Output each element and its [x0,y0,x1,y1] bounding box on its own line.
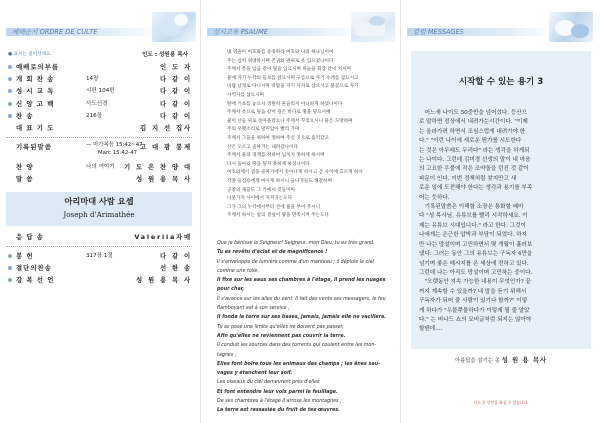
order-leader: 다 같 이 [160,75,192,84]
sermon-line: 어느새 나이도 50중반을 넘어섰다. 등산으 [419,110,528,116]
stand-dot-icon [8,254,12,258]
psalm-line-korean: 공중의 새들도 그 가에서 깃들이며 [227,187,295,193]
psalm-line-korean: 주께서 하시는 일의 결실이 땅을 만족시켜 주는도다 [227,213,329,219]
presider: 인도 : 성원용 목사 [142,52,188,58]
psalm-line-french: flamboyant est à son service ; [217,306,290,312]
psalm-line-french: Tu as posé une limite qu'elles ne doivent pas passer, [217,324,344,330]
order-label: 찬 양 [16,163,34,172]
sermon-line: 다." 는 버나드 쇼의 묘비글처럼 되지는 않아야 [419,316,532,323]
psalm-line-french: Elles font boire tous les animaux des champs ; les ânes sau- [217,361,381,367]
order-detail: 216장 [86,112,103,119]
stand-dot-icon [8,77,12,81]
stand-dot-icon [8,266,12,270]
sermon-line: 구독자가 되어 줄 사람이 있기나 할까?" 이렇 [419,298,528,305]
psalm-line-korean: 물이 산들 위로 솟아올랐으나 주께서 꾸짖으시니 물은 도망하며 [227,118,353,124]
order-leader: 성 원 용 목 사 [136,175,192,184]
order-detail: 사도신경 [86,100,108,107]
order-row [6,142,192,162]
order-row [6,174,192,186]
order-leader: 고 대 광 봉제 [140,143,192,152]
sermon-line: 는 나이다. 그런데 김미경 선생의 말이 내 마음 [419,157,531,164]
psalm-line-french: tagnes ; [217,352,237,358]
order-leader: 다 같 이 [160,87,192,96]
order-label: 개 회 찬 송 [16,75,55,84]
sermon-body [419,109,583,335]
psalm-line-korean: 주께서 옷으로 덮음 같이 깊은 바다로 땅을 덮으시매 [227,110,331,116]
order-row [6,162,192,174]
psalm-line-korean: 산은 오르고 골짜기는 내려갔나이다 [227,144,298,150]
order-row [6,111,192,123]
psalm-line-french: Il conduit les sources dans des torrents qui coulent entre les mon- [217,343,377,349]
sermon-line: 는 올라가려 하면서 조심스럽게 내려가야 한 [419,128,526,135]
order-row [6,251,192,263]
sermon-line: 파문이 인다. 이번 정책처럼 찾지만고 새 [419,175,517,182]
divider [6,137,192,138]
psalm-line-french: De ses chambres à l'étage il arrose les montagnes ; [217,399,342,405]
psalm-header-title: 성시교독 PSAUME [213,28,268,36]
psalm-line-french: Que je bénisse le Seigneur! Seigneur, mon Dieu, tu es très grand, [217,241,375,246]
psalm-line-french: Il s'enveloppe de lumière comme d'un manteau ; il déploie le ciel [217,259,374,265]
psalm-line-french: vages y étanchent leur soif. [217,371,293,377]
order-label: 강 복 선 언 [16,276,55,285]
stand-dot-icon [8,65,12,69]
psalm-line-french: pour char, [217,287,245,293]
sermon-author [411,355,591,369]
psalm-line-korean: 내 영혼아 여호와를 송축하라 여호와 나의 하나님이여 [227,50,334,55]
order-row [6,74,192,86]
order-leader: 다 같 이 [160,251,192,260]
order-row [6,86,192,98]
stand-dot-icon [8,114,12,118]
order-row [6,232,192,244]
psalm-french [217,239,395,416]
psalm-line-french: comme une toile. [217,268,259,274]
order-row [6,62,192,74]
header-photo [351,12,395,42]
sermon-line: 까지 계속할 수 있을까? 내 말을 듣기 위해서 [419,288,527,295]
stand-dot-icon [8,278,12,282]
psalm-line-french: Tu es revêtu d'éclat et de magnificence ! [217,250,328,256]
order-leader: 김 지 선 집사 [140,123,192,132]
sermon-title-box [6,192,192,226]
psalm-line-korean: 주께서 옷을 입음 같이 빛을 입으시며 하늘을 휘장 같이 치시며 [227,67,352,73]
messages-panel [400,0,600,423]
psalm-line-korean: 주께서 그들을 위하여 정하여 주신 곳으로 흘러갔고 [227,135,329,141]
order-label: 예배로의부름 [16,63,60,71]
order-label: 대 표 기 도 [16,123,55,132]
psalm-line-korean: 각종 들짐승에게 마시게 하시니 들나귀들도 해갈하며 [227,178,332,184]
order-label: 기록된말씀 [16,143,52,152]
author-prefix: 아름답을 섬기는 종 [454,358,500,364]
sermon-line: 그런데 나는 아직도 망설이며 고민하는 중이다. [419,269,533,276]
sermon-line: 어는 듯하다. [419,194,450,201]
divider [6,246,192,247]
messages-header-title: 칼럼 MESSAGES [413,28,464,36]
psalm-line-french: Il s'avance sur les ailes du vent. Il fait des vents ses messagers, le feu [217,296,386,302]
order-leader: 다 같 이 [160,111,192,120]
psalm-header [201,12,400,42]
psalm-line-korean: 바람 날개로 다니시며 바람을 자기 사자로 삼으시고 불꽃으로 자기 [227,84,359,90]
stand-up-note: ● 표시는 일어서세요. [8,52,52,57]
order-label: 봉 헌 [16,251,34,260]
order-row [6,263,192,275]
psalm-line-french: Et font entendre leur voix parmi le feuillage. [217,389,338,395]
psalm-line-korean: 주께서 물의 경계를 정하여 넘치지 못하게 하시며 [227,153,325,159]
sermon-line: 만 나는 망설이며 고민하면서 몇 개월이 흘러보 [419,241,533,248]
order-leader: 성 원 용 목 사 [136,276,192,285]
order-row [6,123,192,135]
sermon-line: 로운 일에 도전해야 한다는 생각과 용기를 부족 [419,185,533,192]
psalm-line-korean: 땅에 기초를 놓으사 영원히 흔들리지 아니하게 하셨나이다 [227,101,343,107]
stand-dot-icon [8,102,12,106]
author-name: 성 원 용 목사 [501,356,548,364]
psalm-line-korean: 주는 심히 위대하시며 존귀와 권위로 옷 입으셨나이다 [227,58,334,64]
sermon-line: "오랫동안 지속 가능한 내용이 무엇인가? 끝 [419,279,531,286]
sermon-line: 할텐데.... [419,326,443,333]
order-row [6,275,192,287]
stand-dot-icon [8,89,12,93]
psalm-line-korean: 다시 돌아와 땅을 덮지 못하게 하셨나이다 [227,161,310,167]
order-detail: — 마가복음 15:42~47 [86,142,143,149]
sermon-line: 제는 유튜브 시대입니다." 라고 한다. 그것이 [419,222,526,229]
order-label: 찬 송 [16,111,34,120]
order-header-title: 예배순서 ORDRE DE CULTE [12,28,98,36]
sermon-line: 게 하다가 "우물쭈물하다가 이렇게 될 줄 알았 [419,307,530,314]
psalm-panel [200,0,400,423]
sermon-line: 는 것은 아무래도 무리다" 라는 생각을 하게되 [419,147,530,154]
order-detail: 시편 104편 [86,88,115,95]
order-detail-secondary: Marc 15:42-47 [98,150,138,157]
psalm-line-french: La terre est rassasiée du fruit de tes œuvres. [217,408,340,414]
order-row [6,99,192,111]
psalm-line-korean: 물에 자기 누각의 들보를 얹으시며 구름으로 자기 수레를 삼으시고 [227,75,359,81]
sermon-title-korean: 아리마대 사람 요셉 [64,195,134,206]
order-list [6,62,192,287]
sermon-line: 기록된말씀은 이해할 소장은 통화할 배마 [419,204,524,211]
psalm-line-french: Il fonda la terre sur ses bases, jamais, jamais elle ne vacillera. [217,315,387,321]
psalm-korean [227,49,387,221]
order-leader: 기 도 은 찬 양 대 [124,163,192,172]
psalm-line-french: Il fixe sur les eaux ses chambres à l'étage, il prend les nuages [217,278,386,284]
order-detail: 14장 [86,76,99,83]
psalm-line-korean: 사역자를 삼으시며 [227,92,264,98]
order-detail: 317장 1절 [86,252,113,259]
header-photo [549,12,593,42]
sermon-line: 다." "이런 나이에 새로운 뭔가를 시도한다 [419,138,522,145]
sermon-line: 나에게는 은근한 압박과 부담이 되었다. 하지 [419,232,527,239]
order-detail: 나의 여야기 [86,164,115,171]
sermon-box [411,51,591,349]
psalm-line-korean: 여호와께서 샘을 골짜기에서 솟아나게 하시고 산 사이에 흐르게 하사 [227,170,363,176]
messages-header [401,12,600,42]
order-label: 신 앙 고 백 [16,99,55,108]
order-label: 응 답 송 [16,232,44,241]
sermon-line: 다 "성 목사님, 유튜브를 빨리 시작하세요. 이 [419,213,528,220]
order-leader: Valeriia자매 [134,232,192,241]
order-leader: 인 도 자 [160,63,192,71]
psalm-line-korean: 나뭇가지 사이에서 지저귀는도다 [227,196,293,202]
order-leader: 선 한 송 [160,263,192,272]
header-photo [152,12,196,42]
footnote: 카드 후 빈칸을 하실 수 있습니다. [473,400,529,405]
sermon-line: 의 고요한 우물에 작은 조약돌을 던진 것 같이 [419,166,529,173]
sermon-title: 시작할 수 있는 용기 3 [458,77,544,87]
order-label: 성 시 교 독 [16,87,55,96]
psalm-line-french: Les oiseaux du ciel demeurent près d'elles [217,380,320,386]
order-of-service-panel [0,0,200,423]
order-leader: 다 같 이 [160,99,192,108]
order-label: 결단의찬송 [16,263,52,272]
psalm-line-french: Afin qu'elles ne reviennent pas couvrir la terre. [217,333,346,339]
order-label: 말 씀 [16,175,34,184]
sermon-line: 로 말하면 정상에서 내려가는시간이다. "이제 [419,119,528,126]
order-header [0,12,200,42]
sermon-line: 넘기며 좋은 메시지를 온 세상에 전하고 있다. [419,260,529,267]
sermon-line: 냈다. 그러는 동안 그의 유튜브는 구독자 4만을 [419,251,533,258]
psalm-line-korean: 주의 우렛소리로 말미암아 빨리 가며 [227,127,300,133]
sermon-title-french: Joseph d'Arimathée [63,209,135,219]
psalm-line-korean: 그가 그의 누각에서부터 산에 물을 부어 주시니 [227,204,321,210]
